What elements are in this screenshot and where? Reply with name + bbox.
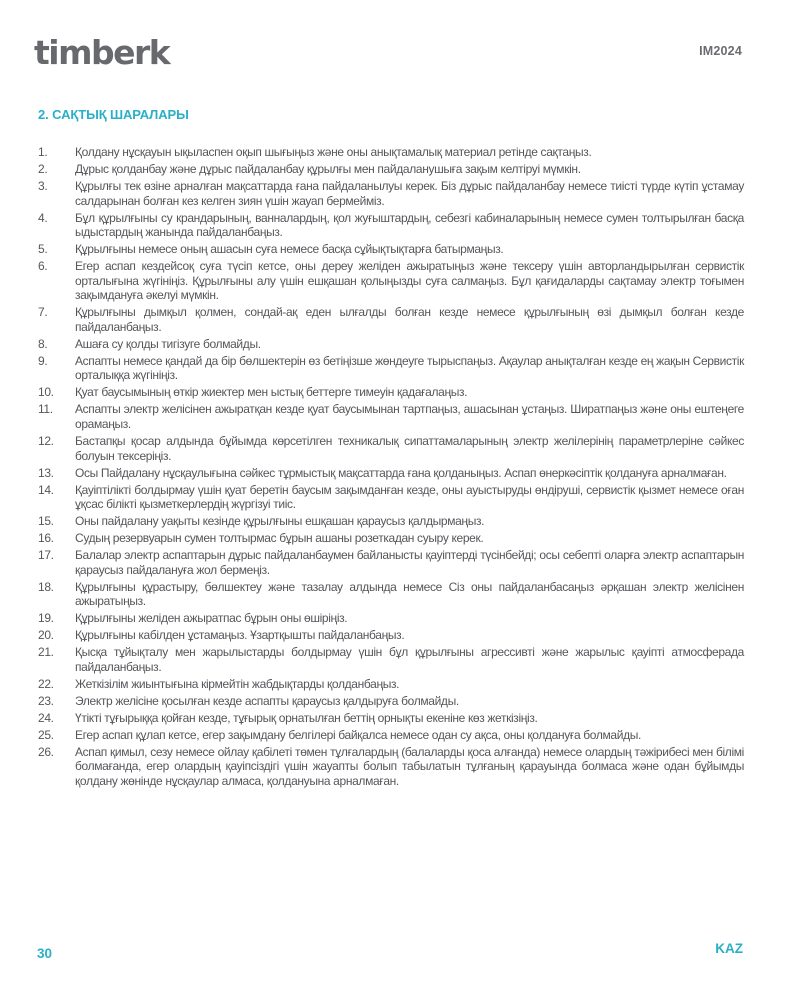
list-item bbox=[38, 645, 744, 674]
page-number: 30 bbox=[37, 946, 53, 961]
list-item-number: 4. bbox=[38, 210, 48, 225]
list-item bbox=[38, 483, 744, 512]
list-item bbox=[38, 385, 744, 400]
list-item-number: 17. bbox=[38, 548, 54, 563]
list-item-number: 15. bbox=[38, 514, 54, 529]
list-item bbox=[38, 745, 744, 789]
list-item-text: Аспапты электр желісінен ажыратқан кезде қуат баусымынан тартпаңыз, ашасынан ұстаңыз. Ширатпаңыз және оны ештеңеге орамаңыз. bbox=[75, 402, 744, 431]
list-item-text: Ашаға су қолды тигізуге болмайды. bbox=[75, 336, 261, 351]
list-item-text: Бастапқы қосар алдында бұйымда көрсетілген техникалық сипаттамаларының электр желілерінің параметрлеріне сәйкес болуын тексеріңіз. bbox=[75, 433, 744, 463]
list-item bbox=[38, 354, 744, 383]
section-title: 2. САҚТЫҚ ШАРАЛАРЫ bbox=[38, 107, 189, 122]
list-item-text: Егер аспап құлап кетсе, егер зақымдану белгілері байқалса немесе одан су ақса, оны қолдануға болмайды. bbox=[75, 727, 641, 742]
list-item-text: Оны пайдалану уақыты кезінде құрылғыны ешқашан қараусыз қалдырмаңыз. bbox=[75, 514, 485, 529]
list-item bbox=[38, 466, 744, 481]
list-item-text: Электр желісіне қосылған кезде аспапты қараусыз қалдыруға болмайды. bbox=[75, 693, 459, 708]
list-item-text: Құрылғыны желіден ажыратпас бұрын оны өшіріңіз. bbox=[75, 611, 348, 626]
list-item bbox=[38, 242, 744, 257]
list-item-number: 23. bbox=[38, 693, 54, 708]
list-item-text: Құрылғы тек өзіне арналған мақсаттарда ғана пайдаланылуы керек. Біз дұрыс пайдаланбау немесе тиісті түрде күтіп ұстамау салдарынан болған кез келген зиян үшін жауап бермейміз. bbox=[75, 178, 744, 208]
list-item bbox=[38, 179, 744, 208]
list-item-text: Дұрыс қолданбау және дұрыс пайдаланбау құрылғы мен пайдаланушыға зақым келтіруі мүмкін. bbox=[75, 161, 581, 176]
list-item-number: 6. bbox=[38, 259, 48, 274]
list-item-text: Судың резервуарын сумен толтырмас бұрын ашаны розеткадан суыру керек. bbox=[75, 531, 484, 546]
language-code: KAZ bbox=[715, 941, 743, 956]
list-item-number: 3. bbox=[38, 178, 48, 193]
list-item-number: 1. bbox=[38, 145, 48, 159]
list-item-text: Бұл құрылғыны су крандарының, ванналардың, қол жуғыштардың, себезгі кабиналарының немесе сумен толтырылған басқа ыдыстардың жанында пайдаланбаңыз. bbox=[75, 210, 744, 240]
list-item-text: Осы Пайдалану нұсқаулығына сәйкес тұрмыстық мақсаттарда ғана қолданыңыз. Аспап өнеркәсіптік қолдануға арналмаған. bbox=[75, 465, 727, 480]
list-item bbox=[38, 211, 744, 240]
list-item bbox=[38, 694, 744, 709]
list-item-number: 14. bbox=[38, 482, 54, 497]
list-item bbox=[38, 259, 744, 303]
list-item bbox=[38, 145, 744, 160]
list-item-text: Құрылғыны құрастыру, бөлшектеу және тазалау алдында немесе Сіз оны пайдаланбасаңыз әрқашан электр желісінен ажыратыңыз. bbox=[75, 579, 744, 609]
list-item-text: Аспап қимыл, сезу немесе ойлау қабілеті төмен тұлғалардың (балаларды қоса алғанда) немесе олардың тәжірибесі мен білімі болмағанда, егер олардың қауіпсіздігі үшін жауапты болып табылатын тұлғаның қарауында болмаса және одан бұйымды қолдану жөнінде нұсқаулар алмаса, қолдануына арналмаған. bbox=[75, 744, 744, 788]
list-item-number: 8. bbox=[38, 336, 48, 351]
list-item bbox=[38, 514, 744, 529]
list-item-text: Құрылғыны немесе оның ашасын суға немесе басқа сұйықтықтарға батырмаңыз. bbox=[75, 242, 504, 257]
list-item bbox=[38, 434, 744, 463]
safety-rules-list bbox=[38, 145, 744, 791]
list-item-number: 10. bbox=[38, 385, 54, 400]
list-item-text: Балалар электр аспаптарын дұрыс пайдаланбаумен байланысты қауіптерді түсінбейді; осы себепті оларға электр аспаптарын қараусыз пайдалануға жол бермеңіз. bbox=[75, 548, 744, 577]
list-item-number: 5. bbox=[38, 242, 48, 257]
list-item-text: Егер аспап кездейсоқ суға түсіп кетсе, оны дереу желіден ажыратыңыз және тексеру үшін авторландырылған сервистік орталығына жүгініңіз. Құрылғыны алу үшін ешқашан қолыңызды суға салмаңыз. Бұл қағидаларды сақтамау электр тоғымен зақымдануға әкелуі мүмкін. bbox=[75, 259, 744, 303]
list-item bbox=[38, 531, 744, 546]
list-item-number: 12. bbox=[38, 433, 54, 448]
list-item-number: 18. bbox=[38, 579, 54, 594]
list-item-number: 21. bbox=[38, 645, 54, 660]
list-item-number: 16. bbox=[38, 531, 54, 546]
list-item bbox=[38, 162, 744, 177]
list-item-text: Қауіптілікті болдырмау үшін қуат беретін баусым зақымданған кезде, оны ауыстыруды өндіруші, сервистік қызмет немесе оған ұқсас білікті қызметкерлердің жүргізуі тиіс. bbox=[75, 482, 744, 512]
list-item-text: Аспапты немесе қандай да бір бөлшектерін өз бетіңізше жөндеуге тырыспаңыз. Ақаулар анықталған кезде ең жақын Сервистік орталыққа жүгініңіз. bbox=[75, 353, 744, 383]
list-item-number: 26. bbox=[38, 744, 54, 759]
list-item bbox=[38, 628, 744, 643]
list-item-number: 25. bbox=[38, 727, 54, 742]
list-item-text: Қолдану нұсқауын ықыласпен оқып шығыңыз және оны анықтамалық материал ретінде сақтаңыз. bbox=[75, 145, 592, 159]
list-item-number: 2. bbox=[38, 161, 48, 176]
list-item bbox=[38, 728, 744, 743]
list-item bbox=[38, 580, 744, 609]
list-item-text: Жеткізілім жиынтығына кірмейтін жабдықтарды қолданбаңыз. bbox=[75, 676, 400, 691]
list-item bbox=[38, 337, 744, 352]
list-item bbox=[38, 611, 744, 626]
list-item-number: 9. bbox=[38, 353, 48, 368]
list-item bbox=[38, 677, 744, 692]
model-number: IM2024 bbox=[699, 44, 742, 58]
list-item-text: Үтікті тұғырыққа қойған кезде, тұғырық орнатылған беттің орнықты екеніне көз жеткізіңіз. bbox=[75, 710, 538, 725]
list-item-number: 20. bbox=[38, 628, 54, 643]
list-item-text: Құрылғыны кабілден ұстамаңыз. Ұзартқышты пайдаланбаңыз. bbox=[75, 628, 405, 643]
list-item-number: 13. bbox=[38, 465, 54, 480]
list-item-text: Қысқа тұйықталу мен жарылыстарды болдырмау үшін бұл құрылғыны агрессивті және жарылыс қауіпті атмосферада пайдаланбаңыз. bbox=[75, 645, 744, 674]
brand-logo: timberk bbox=[34, 33, 170, 72]
list-item bbox=[38, 402, 744, 431]
list-item-number: 7. bbox=[38, 305, 48, 320]
list-item-number: 22. bbox=[38, 676, 54, 691]
list-item bbox=[38, 548, 744, 577]
list-item-text: Қуат баусымының өткір жиектер мен ыстық беттерге тимеуін қадағалаңыз. bbox=[75, 385, 468, 400]
list-item-number: 24. bbox=[38, 710, 54, 725]
list-item-text: Құрылғыны дымқыл қолмен, сондай-ақ еден ылғалды болған кезде немесе құрылғының өзі дымқыл болған кезде пайдаланбаңыз. bbox=[75, 305, 744, 334]
list-item-number: 19. bbox=[38, 611, 54, 626]
list-item bbox=[38, 305, 744, 334]
list-item bbox=[38, 711, 744, 726]
list-item-number: 11. bbox=[38, 402, 53, 417]
